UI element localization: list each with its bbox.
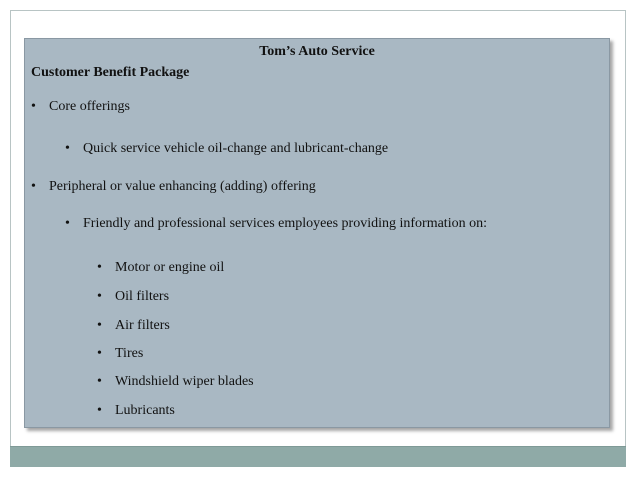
bullet-text: Tires xyxy=(115,346,144,361)
bullet-text: Core offerings xyxy=(49,99,130,114)
bullet-text: Oil filters xyxy=(115,289,170,304)
bullet-item-lubricants xyxy=(97,403,175,419)
slide-title: Tom’s Auto Service xyxy=(259,44,375,59)
bullet-text: Peripheral or value enhancing (adding) offering xyxy=(49,179,316,194)
bullet-text: Air filters xyxy=(115,318,170,333)
bullet-item-oil-filters xyxy=(97,289,169,305)
bullet-icon: • xyxy=(97,260,102,275)
bullet-icon: • xyxy=(97,289,102,304)
bullet-icon: • xyxy=(65,216,70,231)
bullet-item-tires xyxy=(97,346,143,362)
bullet-icon: • xyxy=(65,141,70,156)
bullet-icon: • xyxy=(97,318,102,333)
bullet-item-wiper-blades xyxy=(97,374,254,390)
bullet-icon: • xyxy=(31,179,36,194)
content-box xyxy=(24,38,610,428)
bullet-icon: • xyxy=(97,403,102,418)
footer-band xyxy=(10,446,626,467)
bullet-item-friendly-employees xyxy=(65,216,487,232)
bullet-icon: • xyxy=(97,346,102,361)
bullet-item-quick-service xyxy=(65,141,388,157)
bullet-item-core-offerings xyxy=(31,99,130,115)
bullet-icon: • xyxy=(31,99,36,114)
bullet-item-motor-oil xyxy=(97,260,224,276)
bullet-text: Lubricants xyxy=(115,403,175,418)
bullet-item-peripheral-offering xyxy=(31,179,316,195)
bullet-text: Windshield wiper blades xyxy=(115,374,254,389)
bullet-item-air-filters xyxy=(97,318,170,334)
bullet-text: Quick service vehicle oil-change and lubricant-change xyxy=(83,141,389,156)
bullet-text: Friendly and professional services employees providing information on: xyxy=(83,216,487,231)
slide-subtitle: Customer Benefit Package xyxy=(31,65,190,80)
bullet-icon: • xyxy=(97,374,102,389)
bullet-text: Motor or engine oil xyxy=(115,260,225,275)
